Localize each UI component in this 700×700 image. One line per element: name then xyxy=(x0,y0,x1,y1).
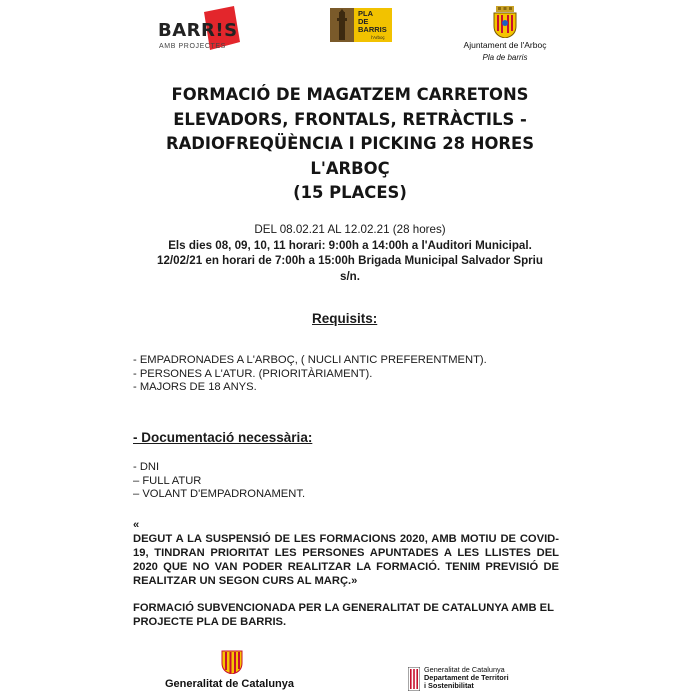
territori-line: Generalitat de Catalunya xyxy=(424,665,505,674)
title-line: FORMACIÓ DE MAGATZEM CARRETONS xyxy=(171,85,529,104)
title-line: (15 PLACES) xyxy=(293,183,407,202)
funding-statement: FORMACIÓ SUBVENCIONADA PER LA GENERALITAT DE CATALUNYA AMB EL PROJECTE PLA DE BARRIS. xyxy=(133,602,554,628)
pla-logo-line: DE xyxy=(358,17,369,26)
list-item: – VOLANT D'EMPADRONAMENT. xyxy=(133,488,306,500)
schedule-line: Els dies 08, 09, 10, 11 horari: 9:00h a 14:00h a l'Auditori Municipal. xyxy=(168,238,532,252)
list-item: – FULL ATUR xyxy=(133,474,202,487)
covid-notice xyxy=(133,518,559,588)
page-title xyxy=(100,83,600,206)
title-line: L'ARBOÇ xyxy=(310,158,390,178)
list-item: - EMPADRONADES A L'ARBOÇ, ( NUCLI ANTIC PREFERENTMENT). xyxy=(133,354,487,366)
list-item: - PERSONES A L'ATUR. (PRIORITÀRIAMENT). xyxy=(133,367,373,380)
pla-logo-line: PLA xyxy=(358,9,373,18)
arboc-subtitle: Pla de barris xyxy=(482,53,528,62)
departament-territori-logo xyxy=(408,666,558,696)
schedule-line: s/n. xyxy=(340,269,360,283)
schedule-dates: DEL 08.02.21 AL 12.02.21 (28 hores) xyxy=(254,223,446,236)
territori-emblem-icon xyxy=(408,667,420,691)
notice-text: DEGUT A LA SUSPENSIÓ DE LES FORMACIONS 2020, AMB MOTIU DE COVID-19, TINDRAN PRIORITAT LES PERSONES APUNTADES A LES LLISTES DEL 2020 QUE NO VAN PODER REALITZAR LA FORMACIÓ. TENIM PREVISIÓ DE REALITZAR UN SEGON CURS AL MARÇ.» xyxy=(133,533,559,587)
barris-logo-subtitle: AMB PROJECTES xyxy=(159,43,226,50)
notice-open-quote: « xyxy=(133,519,140,531)
requirements-list xyxy=(133,354,487,395)
territori-line: i Sostenibilitat xyxy=(424,681,474,690)
generalitat-logo xyxy=(165,650,305,694)
schedule-line: 12/02/21 en horari de 7:00h a 15:00h Brigada Municipal Salvador Spriu xyxy=(157,254,543,267)
pla-logo-small: l'Arboç xyxy=(371,35,385,40)
schedule-block xyxy=(100,222,600,284)
arboc-coat-of-arms-icon xyxy=(488,6,522,38)
territori-line: Departament de Territori xyxy=(424,673,509,682)
generalitat-label: Generalitat de Catalunya xyxy=(165,678,294,690)
generalitat-emblem-icon xyxy=(221,650,243,674)
requirements-heading: Requisits: xyxy=(312,311,378,326)
pla-logo-line: BARRIS xyxy=(358,25,387,34)
territori-text xyxy=(424,666,509,690)
documentation-heading: - Documentació necessària: xyxy=(133,430,313,445)
arboc-name: Ajuntament de l'Arboç xyxy=(463,40,547,50)
title-line: RADIOFREQÜÈNCIA I PICKING 28 HORES xyxy=(165,134,535,153)
barris-logo xyxy=(158,6,240,58)
list-item: - DNI xyxy=(133,461,160,473)
pla-de-barris-logo xyxy=(330,8,392,42)
barris-logo-text: BARR!S xyxy=(158,20,238,41)
title-line: ELEVADORS, FRONTALS, RETRÀCTILS - xyxy=(173,109,527,129)
documentation-list xyxy=(133,461,305,502)
ajuntament-arboc-logo xyxy=(450,6,560,66)
list-item: - MAJORS DE 18 ANYS. xyxy=(133,381,257,393)
